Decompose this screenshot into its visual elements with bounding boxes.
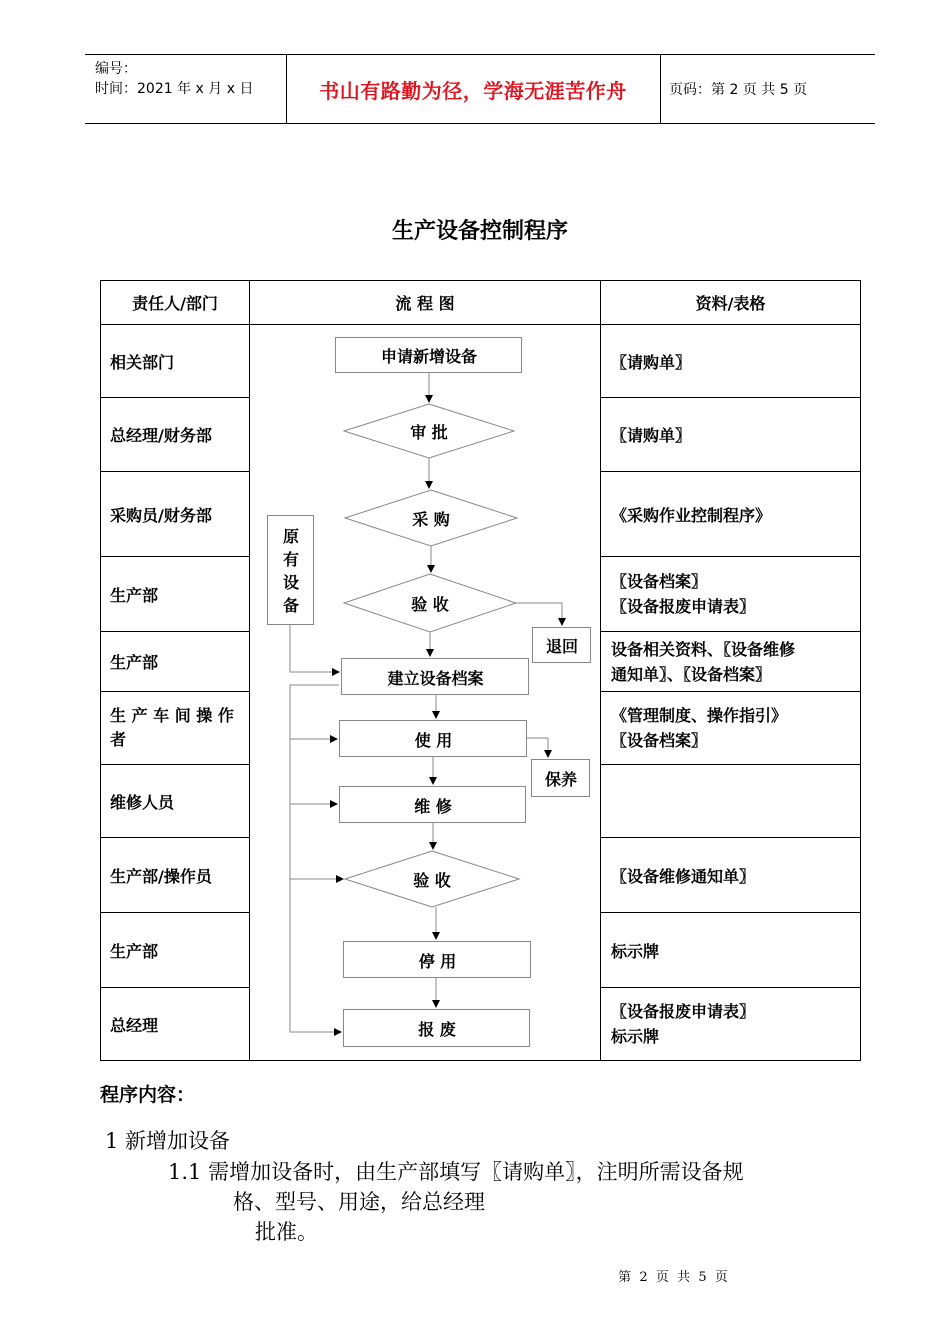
item-1-heading: 1 新增加设备 — [105, 1129, 231, 1153]
column-header-flow: 流 程 图 — [395, 294, 455, 313]
flow-label-existing-char: 原 — [282, 526, 299, 546]
docs-cell: 《采购作业控制程序》 — [611, 505, 772, 525]
item-1-1-text: 格、型号、用途，给总经理 — [233, 1190, 485, 1214]
docs-cell: 〖设备维修通知单〗 — [611, 866, 756, 886]
docs-cell: 〖请购单〗 — [611, 352, 692, 372]
flow-label-approve: 审 批 — [410, 422, 448, 442]
dept-cell: 生产部 — [110, 585, 159, 605]
docs-line: 标示牌 — [611, 1027, 660, 1046]
item-1-1-text: 批准。 — [255, 1220, 318, 1244]
flow-label-accept1: 验 收 — [411, 594, 449, 614]
docs-line: 〖设备档案〗 — [611, 731, 708, 750]
dept-cell: 生产部/操作员 — [110, 866, 212, 886]
flow-label-return: 退回 — [545, 637, 578, 656]
flow-label-stop: 停 用 — [418, 951, 457, 971]
column-header-docs: 资料/表格 — [695, 294, 766, 313]
flow-label-existing — [268, 516, 314, 625]
docs-line: 〖设备报废申请表〗 — [611, 597, 756, 616]
item-1-1-text: 1.1 需增加设备时，由生产部填写〖请购单〗，注明所需设备规 — [168, 1160, 744, 1184]
column-header-dept: 责任人/部门 — [132, 294, 218, 313]
docs-cell: 标示牌 — [611, 941, 660, 961]
dept-cell: 生产部 — [110, 653, 159, 672]
flow-connectors — [290, 373, 562, 1032]
flow-label-repair: 维 修 — [414, 796, 452, 816]
document-title: 生产设备控制程序 — [391, 219, 568, 244]
dept-cell: 采购员/财务部 — [110, 505, 212, 525]
docs-line: 〖设备报废申请表〗 — [611, 1002, 756, 1021]
flow-label-accept2: 验 收 — [413, 870, 451, 890]
dept-cell: 维修人员 — [110, 792, 175, 812]
docs-cell — [611, 988, 859, 1060]
docs-line: 设备相关资料、〖设备维修 — [611, 639, 796, 659]
doc-number-label: 编号： — [95, 61, 137, 77]
dept-cell: 总经理/财务部 — [110, 426, 212, 445]
dept-cell: 生产部 — [110, 941, 159, 961]
doc-time-label: 时间：2021 年 x 月 x 日 — [95, 81, 254, 97]
header-page-info: 页码：第 2 页 共 5 页 — [669, 82, 808, 98]
dept-cell: 相关部门 — [110, 352, 175, 372]
dept-cell-line: 者 — [110, 730, 127, 749]
header-motto: 书山有路勤为径，学海无涯苦作舟 — [319, 79, 627, 103]
dept-cell: 总经理 — [110, 1015, 159, 1035]
flow-label-maintain: 保养 — [544, 770, 577, 789]
section-heading: 程序内容： — [100, 1084, 196, 1106]
flow-label-scrap: 报 废 — [418, 1020, 456, 1039]
flow-label-existing-char: 有 — [282, 549, 299, 569]
flow-label-apply: 申请新增设备 — [380, 347, 477, 366]
docs-line: 〖设备档案〗 — [611, 572, 708, 591]
docs-line: 通知单〗、〖设备档案〗 — [611, 664, 772, 684]
docs-cell — [611, 557, 859, 631]
flow-label-purchase: 采 购 — [412, 509, 450, 529]
docs-cell — [611, 692, 859, 764]
docs-line: 《管理制度、操作指引》 — [611, 706, 788, 725]
page-footer: 第 2 页 共 5 页 — [618, 1270, 728, 1285]
docs-cell — [611, 632, 859, 691]
dept-cell-line: 生 产 车 间 操 作 — [110, 706, 234, 725]
docs-cell: 〖请购单〗 — [611, 426, 692, 445]
flow-label-archive: 建立设备档案 — [387, 668, 484, 688]
flow-label-existing-char: 设 — [282, 572, 299, 592]
flow-label-use: 使 用 — [414, 730, 453, 750]
flow-label-existing-char: 备 — [282, 595, 299, 615]
dept-cell — [110, 692, 248, 764]
